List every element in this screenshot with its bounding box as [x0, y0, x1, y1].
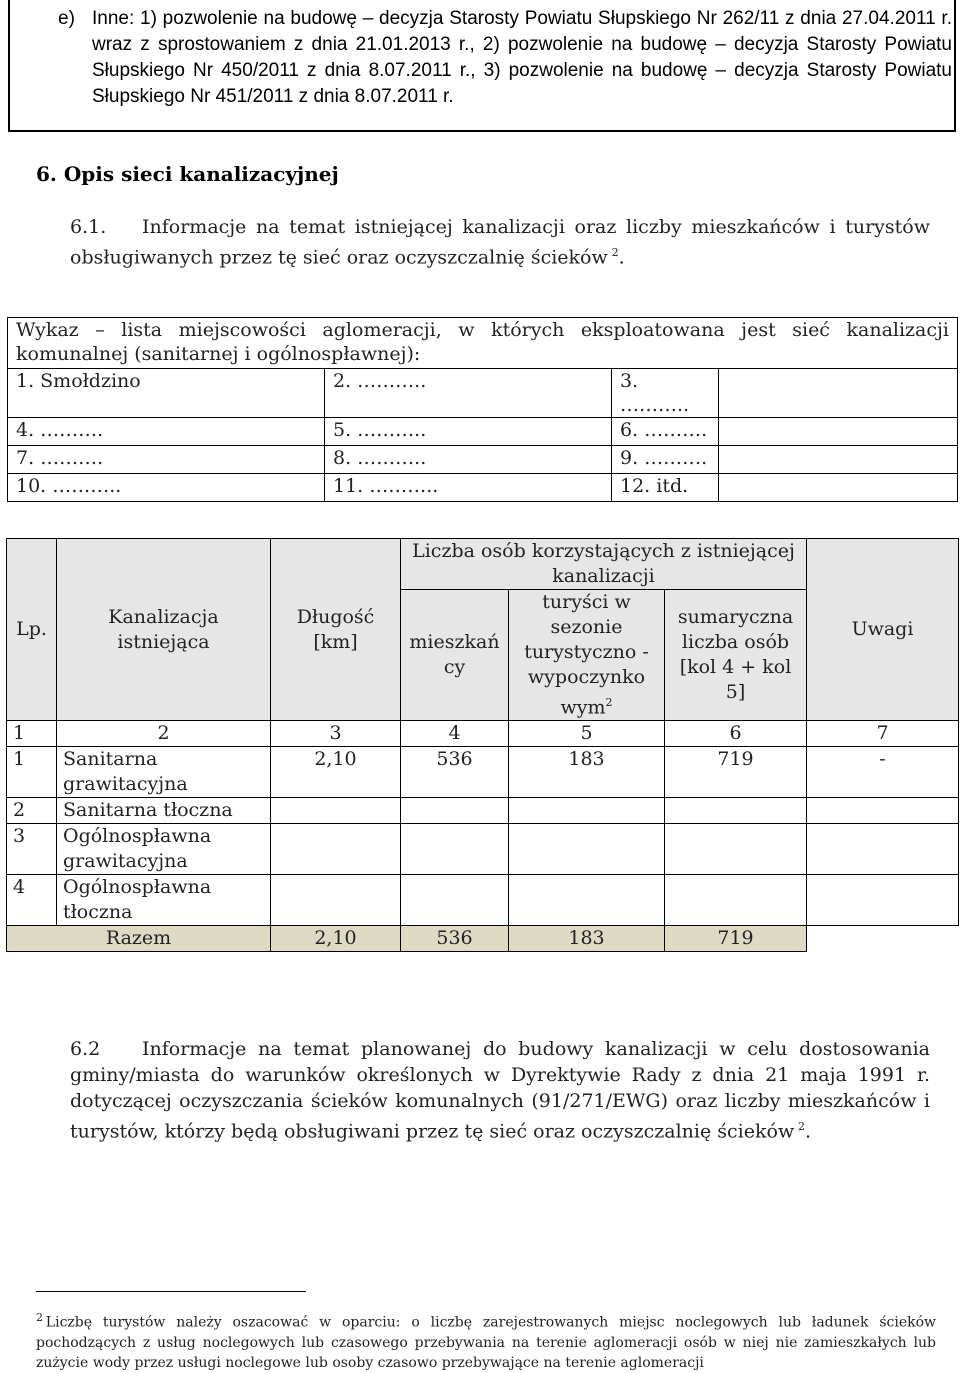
column-number-row — [7, 721, 959, 747]
locality-cell: 11. ……….. — [325, 474, 612, 502]
section-6-1-number: 6.1. — [70, 216, 107, 238]
row-name: Ogólnospławna grawitacyjna — [57, 824, 271, 875]
row-name: Sanitarna tłoczna — [57, 798, 271, 824]
section-6-2-number: 6.2 — [70, 1038, 101, 1060]
table-row — [7, 747, 959, 798]
locality-cell: 5. ……….. — [325, 418, 612, 446]
header-turysci — [509, 590, 665, 721]
table-row — [8, 474, 958, 502]
total-mieszkancy: 536 — [401, 926, 509, 952]
col-number: 4 — [401, 721, 509, 747]
section-6-2-text: Informacje na temat planowanej do budowy kanalizacji w celu dostosowania gminy/miasta do warunków określonych w Dyrektywie Rady z dnia 21 maja 1991 r. dotyczącej oczyszczania ścieków komunalnych (91/271/EWG) oraz liczby mieszkańców i turystów, którzy będą obsługiwani przez tę sieć oraz oczyszczalnię ścieków — [70, 1038, 930, 1143]
permits-text: Inne: 1) pozwolenie na budowę – decyzja Starosty Powiatu Słupskiego Nr 262/11 z dnia 27.04.2011 r. wraz z sprostowaniem z dnia 21.01.2013 r., 2) pozwolenie na budowę – decyzja Starosty Powiatu Słupskiego Nr 450/2011 z dnia 8.07.2011 r., 3) pozwolenie na budowę – decyzja Starosty Powiatu Słupskiego Nr 451/2011 z dnia 8.07.2011 r. — [92, 8, 952, 107]
locality-cell — [719, 446, 958, 474]
locality-cell: 4. ………. — [8, 418, 325, 446]
row-length — [271, 824, 401, 875]
header-uwagi: Uwagi — [807, 539, 959, 721]
col-number: 7 — [807, 721, 959, 747]
row-uwagi: - — [807, 747, 959, 798]
footnote-ref[interactable]: 2 — [798, 1120, 806, 1133]
locality-cell — [719, 369, 958, 418]
header-lp: Lp. — [7, 539, 57, 721]
locality-cell: 7. ………. — [8, 446, 325, 474]
locality-cell: 8. ……….. — [325, 446, 612, 474]
locality-cell: 9. ………. — [612, 446, 719, 474]
table-row — [8, 369, 958, 418]
row-turysci — [509, 875, 665, 926]
locality-cell: 1. Smołdzino — [8, 369, 325, 418]
table-row — [8, 446, 958, 474]
sewer-table — [6, 538, 959, 952]
row-name: Sanitarna grawitacyjna — [57, 747, 271, 798]
section-heading: 6. Opis sieci kanalizacyjnej — [36, 162, 339, 186]
locality-cell: 6. ………. — [612, 418, 719, 446]
header-dlugosc: Długość [km] — [271, 539, 401, 721]
col-number: 3 — [271, 721, 401, 747]
locality-cell — [719, 474, 958, 502]
row-lp: 3 — [7, 824, 57, 875]
header-kanalizacja: Kanalizacja istniejąca — [57, 539, 271, 721]
header-mieszkancy: mieszkań cy — [401, 590, 509, 721]
table-row — [7, 824, 959, 875]
row-turysci: 183 — [509, 747, 665, 798]
footnote-ref[interactable]: 2 — [611, 246, 619, 259]
permits-label: e) — [58, 8, 75, 29]
footnote — [36, 1308, 936, 1373]
row-sumaryczna — [665, 798, 807, 824]
row-uwagi — [807, 824, 959, 875]
total-length: 2,10 — [271, 926, 401, 952]
col-number: 6 — [665, 721, 807, 747]
row-uwagi — [807, 875, 959, 926]
header-sumaryczna: sumaryczna liczba osób [kol 4 + kol 5] — [665, 590, 807, 721]
section-6-2-end: . — [805, 1120, 812, 1143]
row-mieszkancy — [401, 824, 509, 875]
row-uwagi — [807, 798, 959, 824]
col-number: 2 — [57, 721, 271, 747]
col-number: 5 — [509, 721, 665, 747]
locality-list-table — [7, 317, 958, 502]
row-lp: 4 — [7, 875, 57, 926]
total-row — [7, 926, 959, 952]
footnote-text: Liczbę turystów należy oszacować w oparciu: o liczbę zarejestrowanych miejsc noclegowych lub ładunek ścieków pochodzących z usług noclegowych lub czasowego przebywania na terenie aglomeracji osób w niej nie zamieszkałych lub zużycie wody przez usługi noclegowe lub osoby czasowo przebywające na terenie aglomeracji — [36, 1314, 936, 1371]
total-turysci: 183 — [509, 926, 665, 952]
section-6-1 — [70, 214, 930, 270]
row-mieszkancy: 536 — [401, 747, 509, 798]
section-6-1-end: . — [618, 246, 625, 269]
row-length — [271, 798, 401, 824]
row-sumaryczna — [665, 875, 807, 926]
row-lp: 1 — [7, 747, 57, 798]
total-uwagi — [807, 926, 959, 952]
table-row — [7, 875, 959, 926]
row-length — [271, 875, 401, 926]
locality-cell — [719, 418, 958, 446]
header-turysci-text: turyści w sezonie turystyczno - wypoczynko wym — [524, 591, 649, 719]
locality-cell: 3. ……….. — [612, 369, 719, 418]
row-length: 2,10 — [271, 747, 401, 798]
row-turysci — [509, 824, 665, 875]
locality-cell: 10. ……….. — [8, 474, 325, 502]
total-sumaryczna: 719 — [665, 926, 807, 952]
row-mieszkancy — [401, 798, 509, 824]
col-number: 1 — [7, 721, 57, 747]
table-row — [7, 798, 959, 824]
footnote-number: 2 — [36, 1311, 43, 1324]
row-mieszkancy — [401, 875, 509, 926]
row-name: Ogólnospławna tłoczna — [57, 875, 271, 926]
row-sumaryczna: 719 — [665, 747, 807, 798]
header-liczba-osob: Liczba osób korzystających z istniejącej kanalizacji — [401, 539, 807, 590]
section-6-2 — [70, 1036, 930, 1144]
row-lp: 2 — [7, 798, 57, 824]
locality-cell: 12. itd. — [612, 474, 719, 502]
footnote-separator — [36, 1291, 306, 1292]
table-row — [8, 418, 958, 446]
permits-box — [8, 0, 956, 132]
footnote-ref[interactable]: 2 — [605, 696, 613, 709]
section-6-1-text: Informacje na temat istniejącej kanalizacji oraz liczby mieszkańców i turystów obsługiwanych przez tę sieć oraz oczyszczalnię ścieków — [70, 216, 930, 269]
row-turysci — [509, 798, 665, 824]
locality-cell: 2. ……….. — [325, 369, 612, 418]
total-label: Razem — [7, 926, 271, 952]
locality-list-intro: Wykaz – lista miejscowości aglomeracji, w których eksploatowana jest sieć kanalizacji komunalnej (sanitarnej i ogólnospławnej): — [8, 318, 958, 369]
row-sumaryczna — [665, 824, 807, 875]
